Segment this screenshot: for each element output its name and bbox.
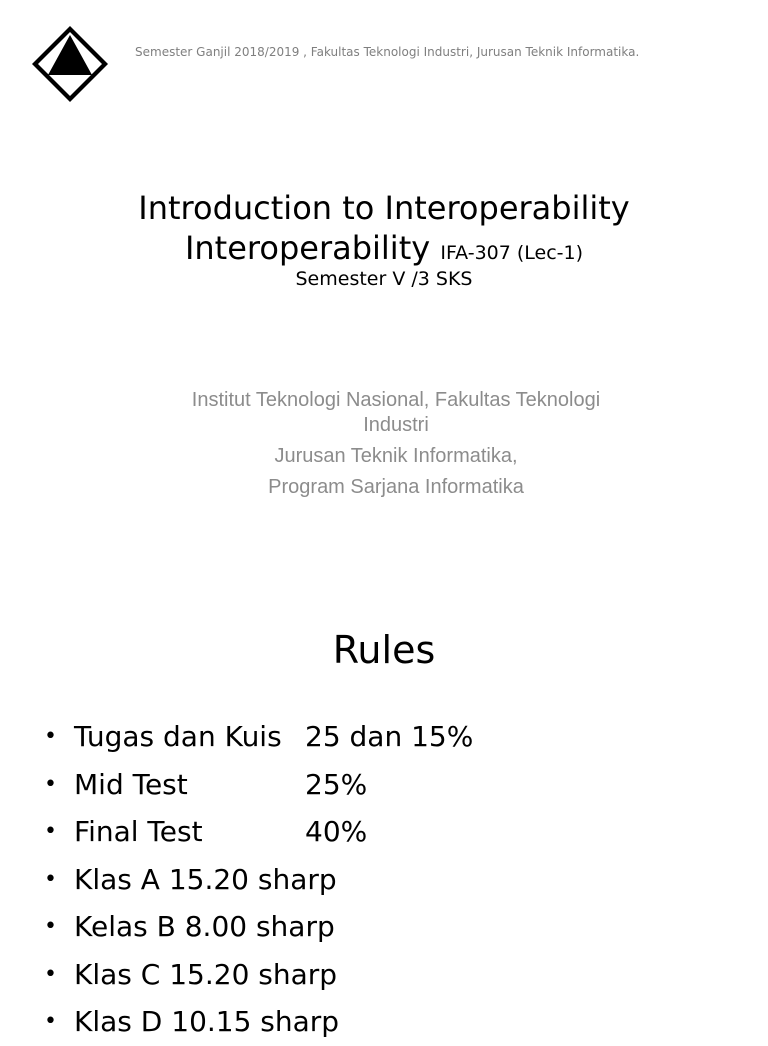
- list-item: [44, 808, 744, 856]
- title-block: [0, 188, 768, 291]
- institution-line-1: Institut Teknologi Nasional, Fakultas Teknologi: [191, 389, 601, 411]
- rule-value: 25 dan 15%: [305, 720, 474, 753]
- semester-info: Semester V /3 SKS: [295, 268, 473, 290]
- bullet: •: [44, 866, 57, 892]
- list-item: [44, 951, 744, 999]
- bullet: •: [44, 724, 57, 749]
- bullet: •: [44, 914, 57, 939]
- rule-label: Klas A 15.20 sharp: [74, 862, 337, 896]
- list-item: [44, 856, 744, 904]
- list-item: [44, 903, 744, 951]
- bullet: •: [44, 819, 57, 844]
- course-subtitle: [0, 228, 768, 268]
- course-subtitle-main: Interoperability: [184, 229, 431, 267]
- rules-title: Rules: [332, 628, 436, 672]
- triangle-diamond-logo-icon: [31, 25, 109, 103]
- institution-info: [160, 387, 632, 501]
- bullet: •: [44, 771, 57, 797]
- bullet: •: [44, 1009, 57, 1034]
- institution-line-4: Program Sarjana Informatika: [268, 476, 524, 498]
- institution-line-2: Industri: [363, 414, 429, 436]
- list-item: [44, 998, 744, 1046]
- rule-label: Klas D 10.15 sharp: [74, 1005, 340, 1038]
- institution-line-3: Jurusan Teknik Informatika,: [274, 445, 518, 467]
- bullet: •: [44, 961, 57, 987]
- list-item: [44, 713, 744, 761]
- rule-label: Tugas dan Kuis: [74, 720, 282, 753]
- rules-list: [44, 713, 744, 1046]
- rule-value: 25%: [305, 767, 368, 801]
- rule-label: Mid Test: [74, 767, 188, 801]
- course-title: Introduction to Interoperability: [138, 189, 630, 227]
- course-code: IFA-307 (Lec-1): [440, 242, 584, 264]
- rule-value: 40%: [305, 815, 368, 848]
- slide-header-text: Semester Ganjil 2018/2019 , Fakultas Teknologi Industri, Jurusan Teknik Informatika.: [135, 45, 640, 59]
- list-item: [44, 761, 744, 809]
- rule-label: Kelas B 8.00 sharp: [74, 910, 335, 943]
- rule-label: Klas C 15.20 sharp: [74, 957, 338, 991]
- rule-label: Final Test: [74, 815, 203, 848]
